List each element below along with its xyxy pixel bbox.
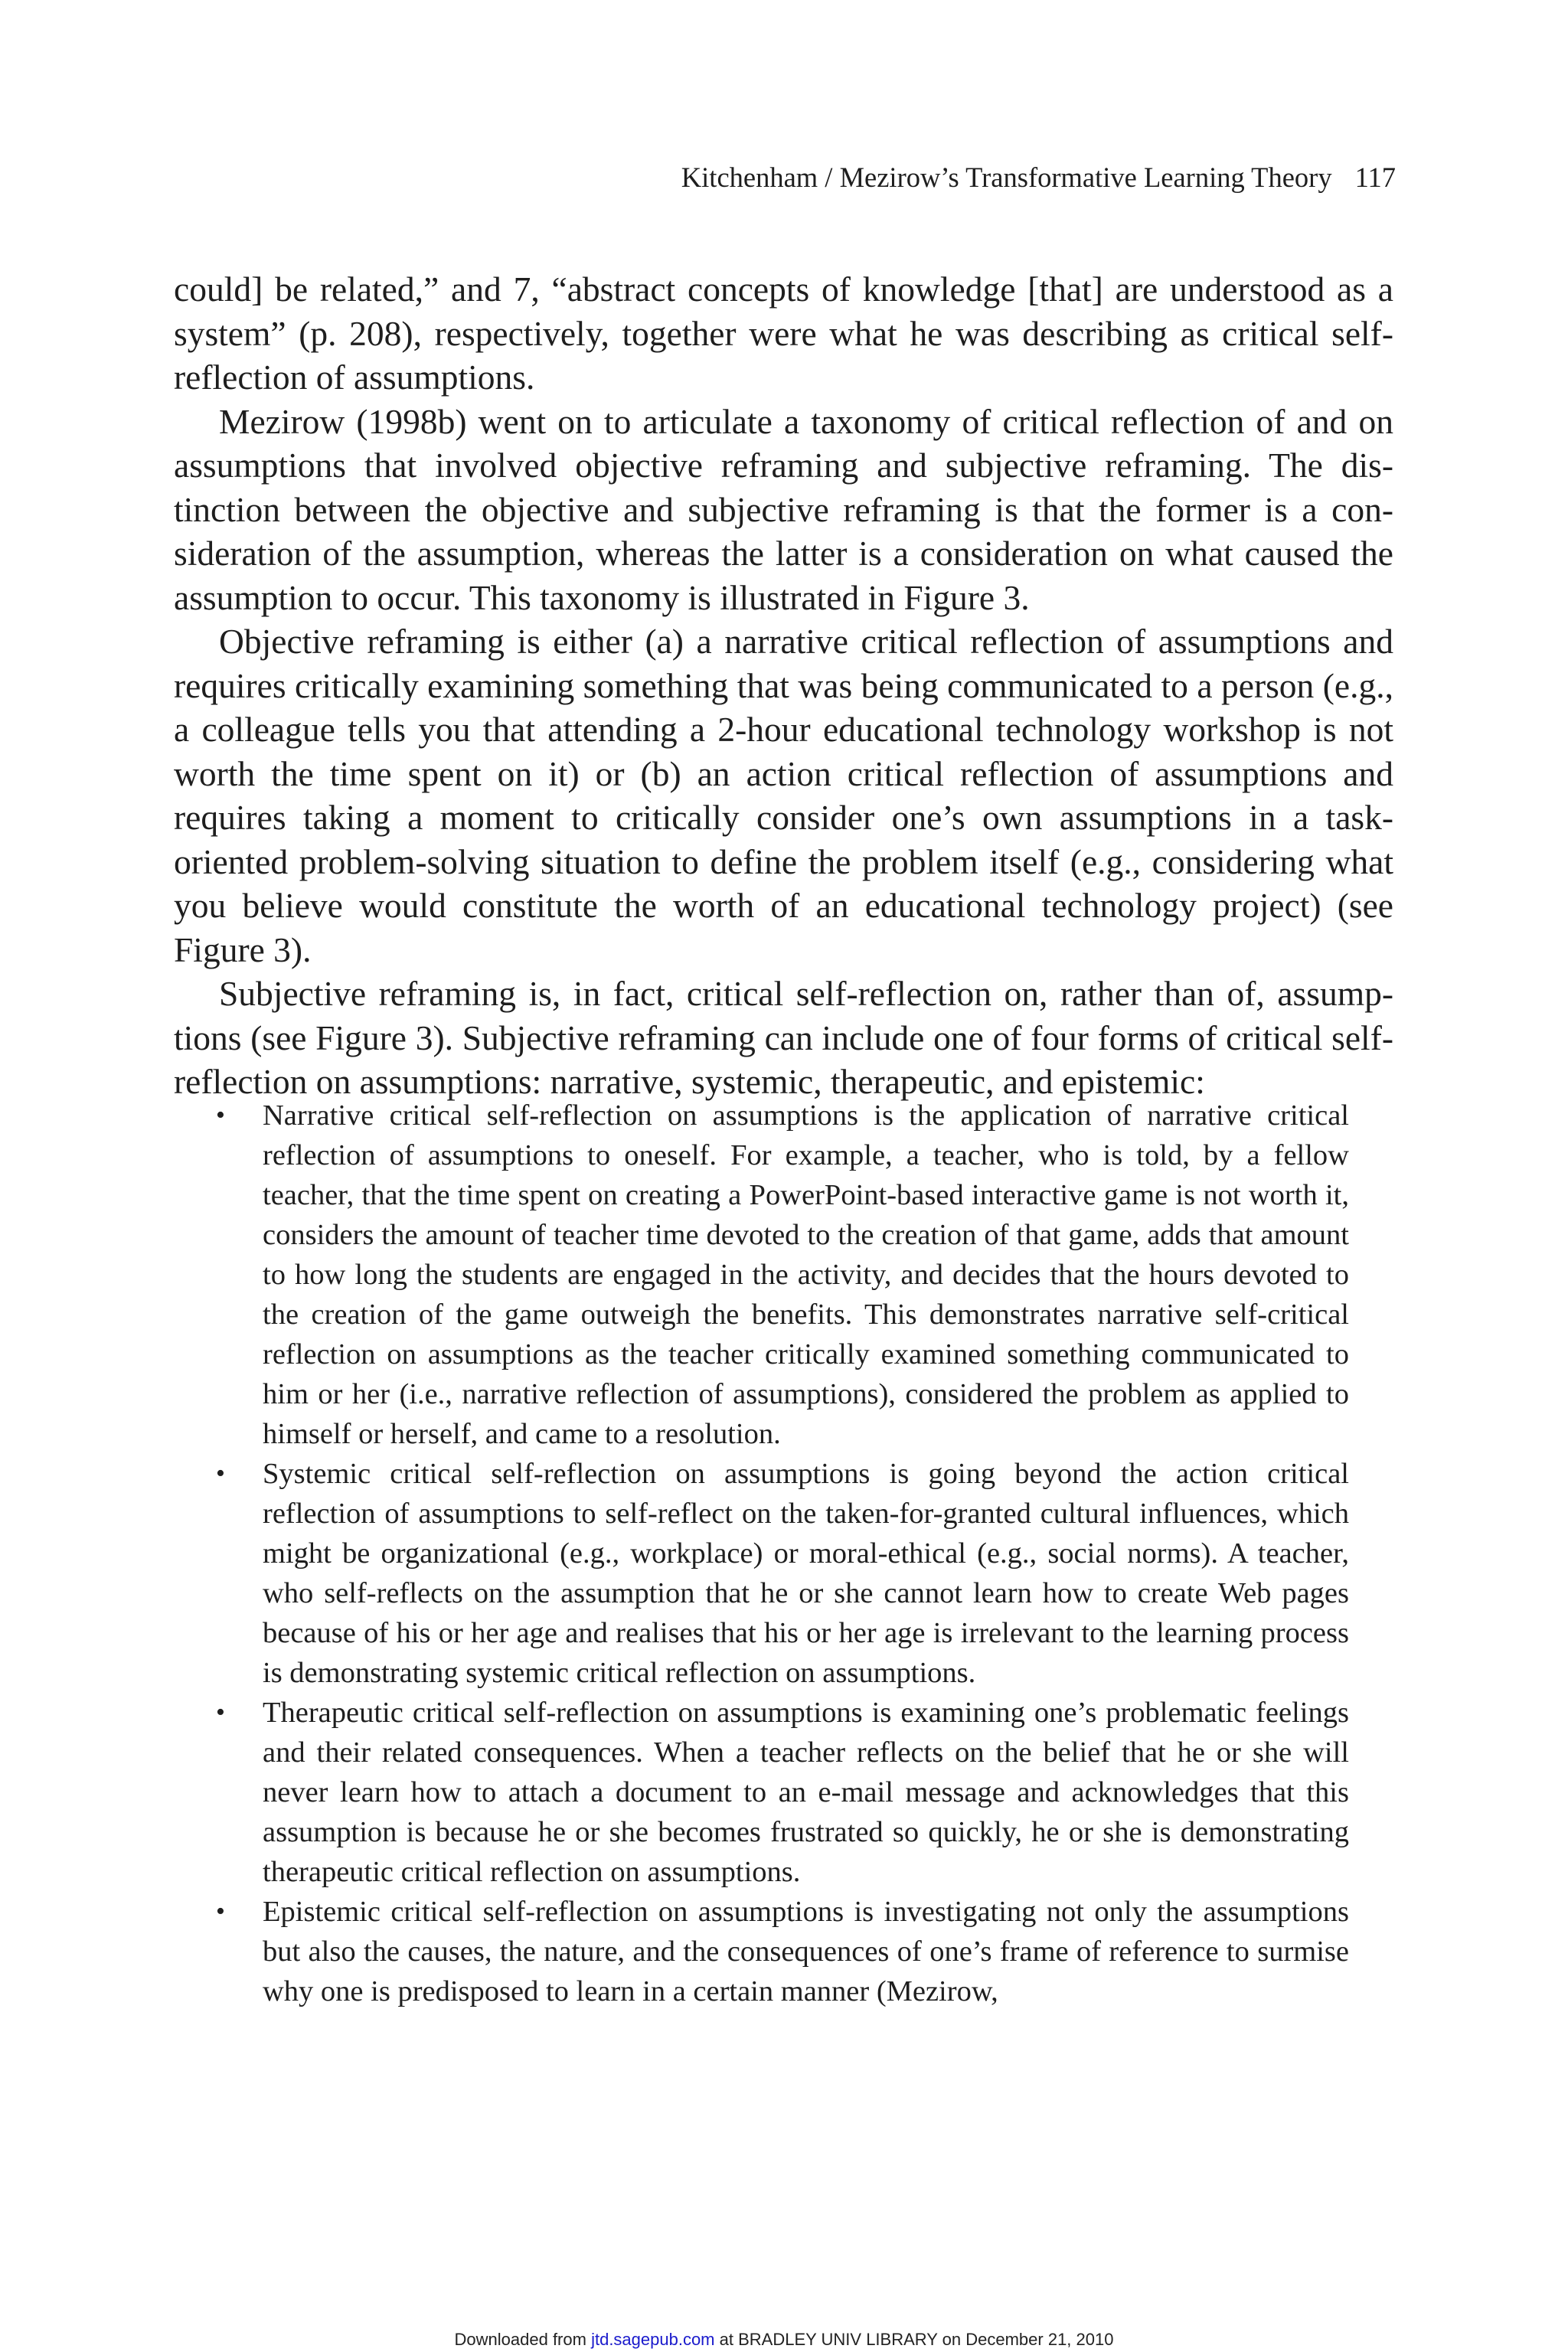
- footer-prefix: Downloaded from: [454, 2330, 586, 2349]
- list-item-epistemic: [216, 1892, 1349, 2011]
- bullet-list: [216, 1096, 1349, 2011]
- paragraph-continuation: could] be related,” and 7, “abstract concepts of knowledge [that] are understood as a system” (p. 208), respectively, together were what he was describing as critical self-reflection of assumptions.: [174, 270, 1393, 397]
- list-item-text: Therapeutic critical self-reflection on assumptions is examining one’s problematic feelings and their related consequences. When a teacher reflects on the belief that he or she will never learn how to attach a document to an e-mail message and acknowledges that this assumption is because he or she becomes frustrated so quickly, he or she is demonstrating therapeutic critical reflection on assumptions.: [263, 1697, 1349, 1888]
- bullet-icon: •: [216, 1101, 225, 1129]
- download-footer: [0, 2329, 1568, 2350]
- paragraph-objective-reframing: Objective reframing is either (a) a narrative critical reflection of assumptions and requires critically examining something that was being communicated to a person (e.g., a colleague tells you that attending a 2-hour educational technology workshop is not worth the time spent on it) or (b) an action critical reflection of assumptions and requires taking a moment to critically consider one’s own assumptions in a task-oriented problem-solving situation to define the problem itself (e.g., considering what you believe would constitute the worth of an educational technology project) (see Figure 3).: [174, 622, 1393, 969]
- paragraph-subjective-reframing: Subjective reframing is, in fact, critical self-reflection on, rather than of, assumptions (see Figure 3). Subjective reframing can include one of four forms of critical self-reflection on assumptions: narrative, systemic, therapeutic, and epistemic:: [174, 974, 1393, 1101]
- footer-journal-link[interactable]: jtd.sagepub.com: [591, 2330, 715, 2349]
- footer-suffix: at BRADLEY UNIV LIBRARY on December 21, 2010: [719, 2330, 1114, 2349]
- bullet-icon: •: [216, 1459, 225, 1488]
- paragraph-taxonomy: Mezirow (1998b) went on to articulate a taxonomy of critical reflection of and on assumptions that involved objective reframing and subjective reframing. The distinction between the objective and subjective reframing is that the former is a consideration of the assumption, whereas the latter is a consideration on what caused the assumption to occur. This taxonomy is illustrated in Figure 3.: [174, 401, 1393, 617]
- list-item-text: Systemic critical self-reflection on assumptions is going beyond the action critical reflection of assumptions to self-reflect on the taken-for-granted cultural influences, which might be organizational (e.g., workplace) or moral-ethical (e.g., social norms). A teacher, who self-reflects on the assumption that he or she cannot learn how to create Web pages because of his or her age and realises that his or her age is irrelevant to the learning process is demonstrating systemic critical reflection on assumptions.: [263, 1458, 1349, 1689]
- body-text: [174, 267, 1393, 1104]
- list-item-therapeutic: [216, 1693, 1349, 1892]
- running-head-title: Kitchenham / Mezirow’s Transformative Learning Theory: [681, 162, 1332, 193]
- bullet-icon: •: [216, 1698, 225, 1726]
- list-item-systemic: [216, 1454, 1349, 1693]
- list-item-text: Narrative critical self-reflection on assumptions is the application of narrative critical reflection of assumptions to oneself. For example, a teacher, who is told, by a fellow teacher, that the time spent on creating a PowerPoint-based interactive game is not worth it, considers the amount of teacher time devoted to the creation of that game, adds that amount to how long the students are engaged in the activity, and decides that the hours devoted to the creation of the game outweigh the benefits. This demonstrates narrative self-critical reflection on assumptions as the teacher critically examined something communicated to him or her (i.e., narrative reflection of assumptions), considered the problem as applied to himself or herself, and came to a resolution.: [263, 1099, 1349, 1450]
- running-head: [0, 161, 1396, 194]
- page-number: 117: [1354, 162, 1396, 193]
- bullet-icon: •: [216, 1897, 225, 1926]
- list-item-text: Epistemic critical self-reflection on assumptions is investigating not only the assumptions but also the causes, the nature, and the consequences of one’s frame of reference to surmise why one is predisposed to learn in a certain manner (Mezirow,: [263, 1896, 1349, 2007]
- list-item-narrative: [216, 1096, 1349, 1454]
